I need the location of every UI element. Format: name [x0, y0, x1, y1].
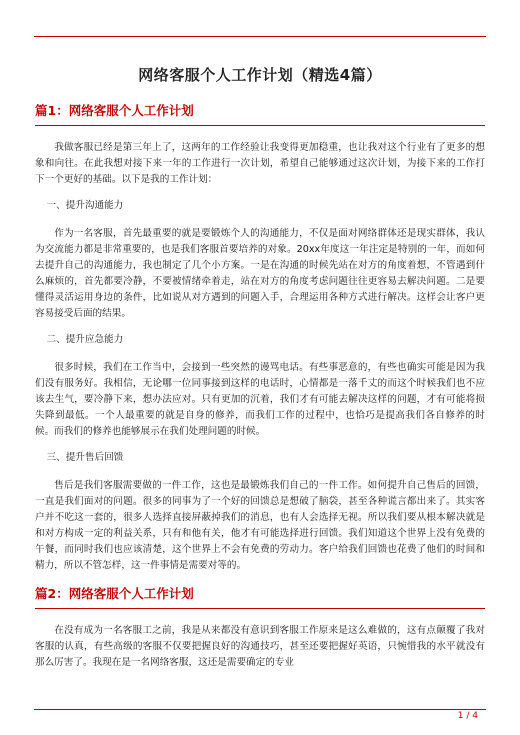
page-number: 1 / 4 — [457, 711, 478, 721]
subheading-communication: 一、提升沟通能力 — [46, 200, 124, 211]
section-2-paragraph: 在没有成为一名客服工之前，我是从来都没有意识到客服工作原来是这么难做的，这有点颠覆了我对客服的认真，有些高级的客服不仅要把握良好的沟通技巧，甚至还要把握好英语，只惋惜我的水平就没有那么厉害了。我现在是一名网络客服，这还是需要确定的专业 — [35, 625, 485, 668]
section-1-rule — [35, 125, 485, 126]
section-1 — [35, 101, 485, 574]
subheading-after-sales: 三、提升售后回馈 — [46, 452, 124, 463]
document-body — [35, 64, 485, 681]
footer-rule — [34, 709, 486, 710]
paragraph-after-sales: 售后是我们客服需要做的一件工作，这也是最锻炼我们自己的一件工作。如何提升自己售后的回馈，一直是我们面对的问题。很多的同事为了一个好的回馈总是想破了脑袋，甚至各种谎言都出来了。其实客户并不吃这一套的，很多人选择直接屏蔽掉我们的消息，也有人会选择无视。所以我们要从根本解决就是和对方构成一定的利益关系，只有和他有关，他才有可能选择进行回馈。我们知道这个世界上没有免费的午餐，而同时我们也应该清楚，这个世界上不会有免费的劳动力。客户给我们回馈也花费了他们的时间和精力，所以不管怎样，这一件事情是需要对等的。 — [35, 480, 485, 571]
section-2 — [35, 584, 485, 671]
section-1-intro: 我做客服已经是第三年上了，这两年的工作经验让我变得更加稳重，也让我对这个行业有了更多的想象和向往。在此我想对接下来一年的工作进行一次计划，希望自己能够通过这次计划，为接下来的工作打下一个更好的基础。以下是我的工作计划： — [35, 142, 485, 185]
subheading-emergency: 二、提升应急能力 — [46, 334, 124, 345]
section-1-heading: 篇1：网络客服个人工作计划 — [35, 103, 194, 118]
document-title: 网络客服个人工作计划（精选4篇） — [138, 66, 382, 84]
section-2-rule — [35, 608, 485, 609]
paragraph-emergency: 很多时候，我们在工作当中，会接到一些突然的谩骂电话。有些事恶意的，有些也确实可能是因为我们没有服务好。我相信，无论哪一位同事接到这样的电话时，心情都是一落千丈的而这个时候我们也不应该去生气，要冷静下来，想办法应对。只有更加的沉着，我们才有可能去解决这样的问题，才有可能将损失降到最低。一个人最重要的就是自身的修养，而我们工作的过程中，也恰巧是提高我们各自修养的时候。而我们的修养也能够展示在我们处理问题的时候。 — [35, 362, 485, 437]
paragraph-communication: 作为一名客服，首先最重要的就是要锻炼个人的沟通能力，不仅是面对网络群体还是现实群体，我认为交流能力都是非常重要的，也是我们客服首要培养的对象。20xx年度这一年注定是特别的一年，而如何去提升自己的沟通能力，我也制定了几个小方案。一是在沟通的时候先站在对方的角度着想，不管遇到什么麻烦的，首先都要冷静，不要被情绪牵着走，站在对方的角度考虑问题往往更容易去解决问题。二是要懂得灵活运用身边的条件，比如说从对方遇到的问题入手，合理运用各种方式进行解决。这样会让客户更容易接受后面的结果。 — [35, 228, 485, 319]
section-2-heading: 篇2：网络客服个人工作计划 — [35, 586, 194, 601]
header-rule — [34, 36, 486, 37]
